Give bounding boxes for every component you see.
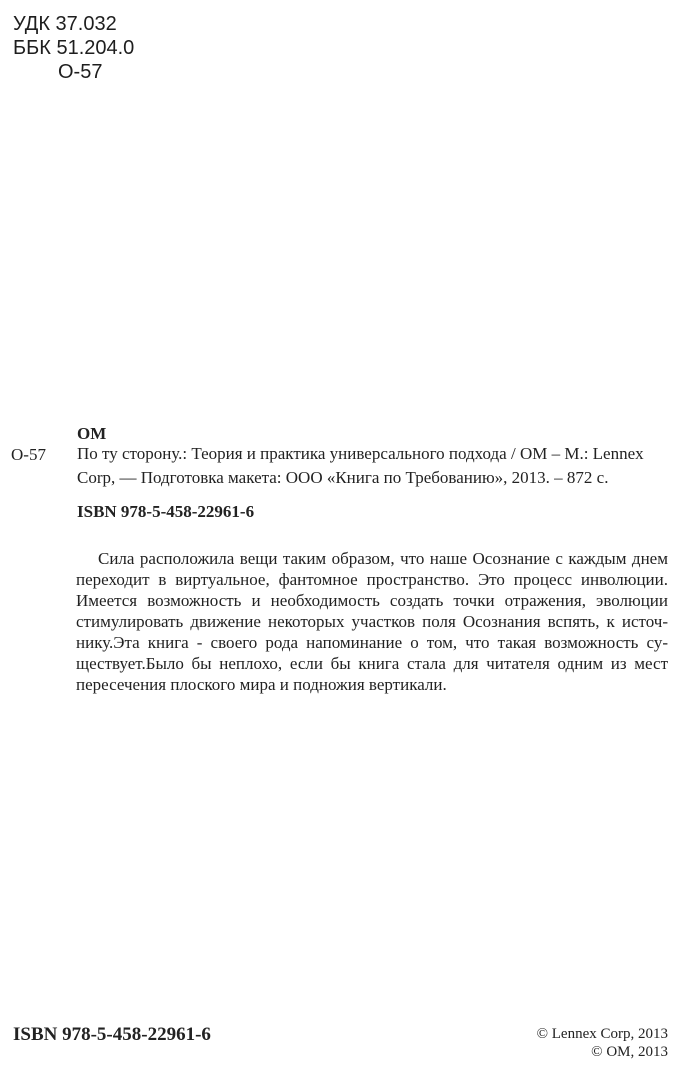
udk-code: УДК 37.032: [13, 13, 117, 35]
copyright-author: © ОМ, 2013: [591, 1044, 668, 1060]
author-heading: ОМ: [77, 424, 107, 443]
annotation-line: пересечения плоского мира и подножия вертикали.: [76, 675, 447, 694]
biblio-line: Corp, — Подготовка макета: ООО «Книга по Требованию», 2013. – 872 с.: [77, 468, 609, 487]
bibliographic-description: [77, 442, 644, 490]
annotation-line: ществует.Было бы неплохо, если бы книга стала для читателя одним из мест: [76, 654, 668, 673]
copyright-publisher: © Lennex Corp, 2013: [536, 1026, 668, 1042]
bbk-code: ББК 51.204.0: [13, 37, 135, 59]
annotation: [76, 548, 668, 695]
annotation-line: нику.Эта книга - своего рода напоминание о том, что такая возможность су-: [76, 633, 668, 652]
annotation-line: переходит в виртуальное, фантомное пространство. Это процесс инволюции.: [76, 570, 668, 589]
biblio-line: По ту сторону.: Теория и практика универсального подхода / ОМ – М.: Lennex: [77, 444, 644, 463]
cutter-code: О-57: [58, 61, 103, 83]
annotation-line: стимулировать движение некоторых участков поля Осознания вспять, к источ-: [76, 612, 668, 631]
annotation-line: Сила расположила вещи таким образом, что наше Осознание с каждым днем: [98, 549, 668, 568]
copyright-block: [537, 1025, 668, 1061]
isbn-footer: ISBN 978-5-458-22961-6: [13, 1024, 211, 1045]
cutter-side-mark: О-57: [11, 445, 46, 464]
isbn-main: ISBN 978-5-458-22961-6: [77, 502, 255, 521]
annotation-line: Имеется возможность и необходимость создать точки отражения, эволюции: [76, 591, 668, 610]
